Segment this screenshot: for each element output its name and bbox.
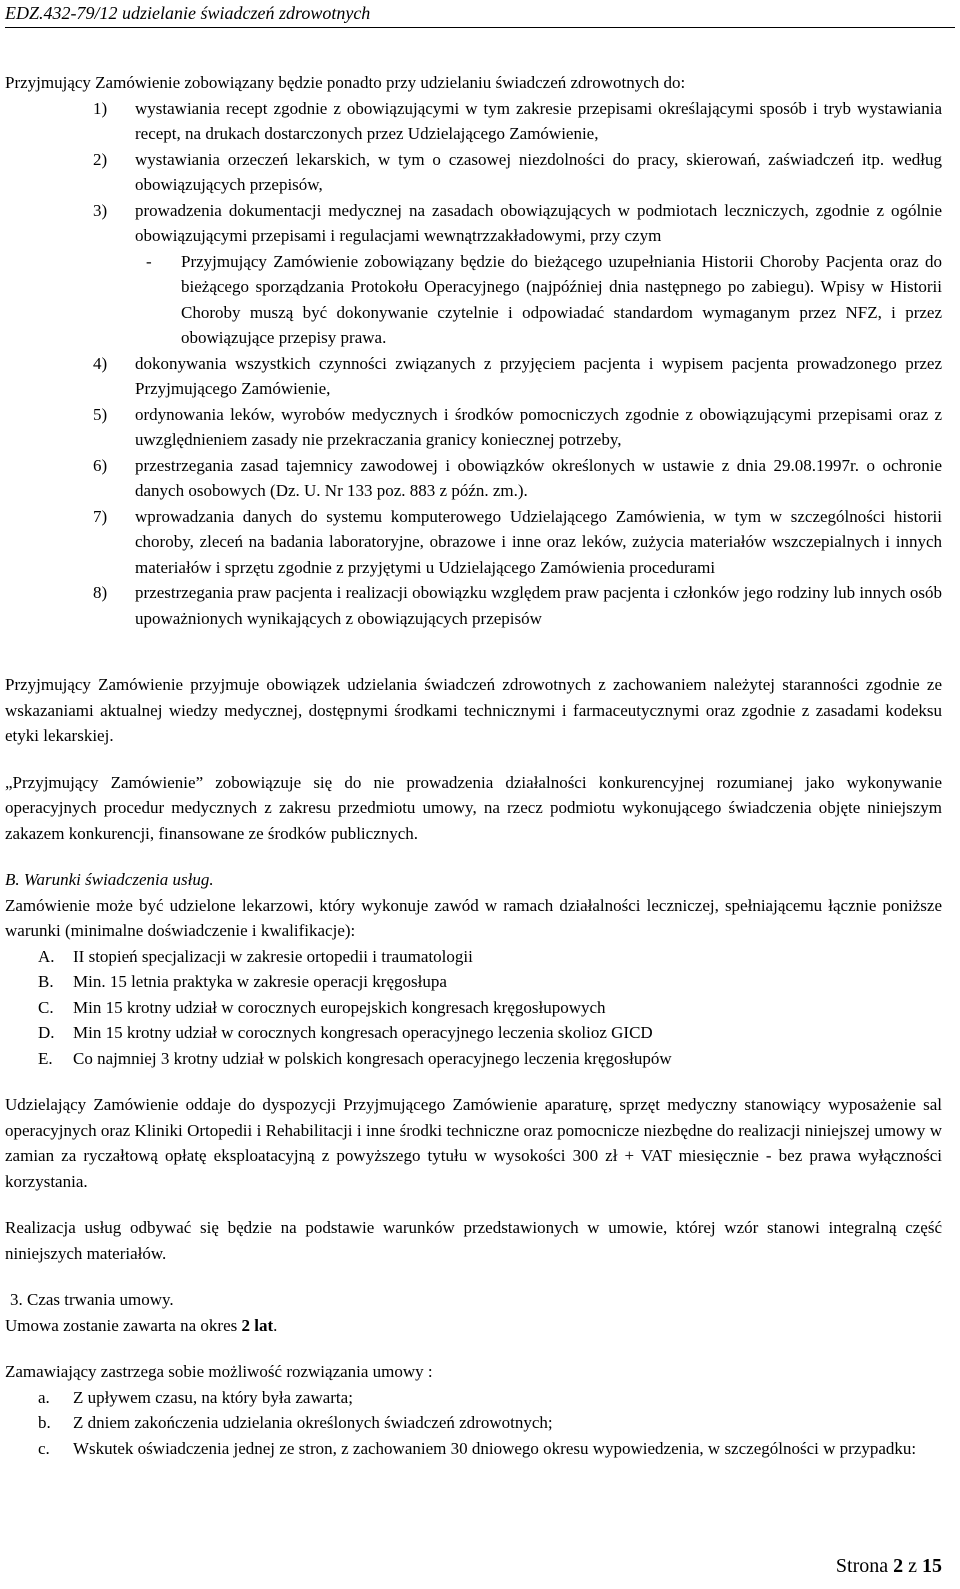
- condition-letter: D.: [38, 1023, 55, 1042]
- footer-label: Strona: [835, 1555, 889, 1577]
- termination-intro: Zamawiający zastrzega sobie możliwość rozwiązania umowy :: [5, 1362, 433, 1381]
- condition-item-b: [5, 969, 942, 995]
- condition-letter: A.: [38, 946, 55, 966]
- termination-text: Wskutek oświadczenia jednej ze stron, z zachowaniem 30 dniowego okresu wypowiedzenia, w szczególności w przypadku:: [73, 1438, 917, 1458]
- footer-separator: z: [908, 1555, 917, 1577]
- duration-end: .: [273, 1315, 278, 1335]
- duty-number: 2): [93, 149, 108, 169]
- realization-paragraph: Realizacja usług odbywać się będzie na podstawie warunków przedstawionych w umowie, której wzór stanowi integralną część niniejszych materiałów.: [5, 1218, 942, 1263]
- termination-item-b: [5, 1410, 942, 1436]
- section-b-intro: Zamówienie może być udzielone lekarzowi, który wykonuje zawód w ramach działalności leczniczej, spełniającemu łącznie poniższe warunki (minimalne doświadczenie i kwalifikacje):: [5, 895, 942, 940]
- termination-item-a: [5, 1385, 942, 1411]
- duty-text: dokonywania wszystkich czynności związanych z przyjęciem pacjenta i wypisem pacjenta prowadzonego przez Przyjmującego Zamówienie,: [135, 353, 942, 398]
- condition-item-c: [5, 995, 942, 1021]
- duty-3-subitem: [5, 249, 942, 351]
- duty-number: 4): [93, 353, 108, 373]
- termination-text: Z upływem czasu, na który była zawarta;: [73, 1387, 353, 1407]
- duty-number: 1): [93, 98, 108, 118]
- duty-number: 5): [93, 404, 108, 424]
- duties-intro: Przyjmujący Zamówienie zobowiązany będzie ponadto przy udzielaniu świadczeń zdrowotnych do:: [5, 73, 686, 92]
- duty-text: prowadzenia dokumentacji medycznej na zasadach obowiązujących w podmiotach leczniczych, zgodnie z ogólnie obowiązującymi przepisami i regulacjami wewnątrzzakładowymi, przy czym: [135, 200, 942, 245]
- duration-value: 2 lat: [241, 1315, 274, 1335]
- duty-text: przestrzegania praw pacjenta i realizacji obowiązku względem praw pacjenta i członków jego rodziny lub innych osób upoważnionych wynikających z obowiązujących przepisów: [135, 583, 942, 628]
- termination-letter: c.: [38, 1438, 50, 1458]
- duty-text: przestrzegania zasad tajemnicy zawodowej i obowiązków określonych w ustawie z dnia 29.08.1997r. o ochronie danych osobowych (Dz. U. Nr 133 poz. 883 z późn. zm.).: [135, 455, 942, 500]
- condition-item-d: [5, 1020, 942, 1046]
- page-header: EDZ.432-79/12 udzielanie świadczeń zdrowotnych: [5, 3, 371, 23]
- contract-duration: [5, 1313, 942, 1339]
- duty-number: 7): [93, 506, 108, 526]
- duty-number: 6): [93, 455, 108, 475]
- duty-item-7: [5, 504, 942, 581]
- duty-item-1: [5, 96, 942, 147]
- sub-dash: -: [146, 251, 152, 271]
- condition-text: II stopień specjalizacji w zakresie ortopedii i traumatologii: [73, 946, 473, 966]
- condition-text: Co najmniej 3 krotny udział w polskich kongresach operacyjnego leczenia kręgosłupów: [73, 1048, 672, 1068]
- duty-item-8: [5, 580, 942, 631]
- footer-page-number: 2: [893, 1555, 904, 1577]
- header-divider: [5, 27, 955, 28]
- footer-total-pages: 15: [922, 1555, 942, 1577]
- condition-letter: C.: [38, 997, 54, 1017]
- condition-item-a: [5, 944, 942, 970]
- duty-item-3: [5, 198, 942, 249]
- duration-text: Umowa zostanie zawarta na okres: [5, 1315, 242, 1335]
- termination-letter: b.: [38, 1413, 51, 1432]
- duty-number: 3): [93, 200, 108, 220]
- condition-letter: B.: [38, 972, 54, 991]
- condition-text: Min 15 krotny udział w corocznych europejskich kongresach kręgosłupowych: [73, 997, 606, 1017]
- duty-text: wystawiania recept zgodnie z obowiązującymi w tym zakresie przepisami określającymi sposób i tryb wystawiania recept, na drukach dostarczonych przez Udzielającego Zamówienie,: [135, 98, 942, 143]
- condition-text: Min. 15 letnia praktyka w zakresie operacji kręgosłupa: [73, 972, 447, 991]
- duty-item-6: [5, 453, 942, 504]
- duty-item-4: [5, 351, 942, 402]
- equipment-paragraph: Udzielający Zamówienie oddaje do dyspozycji Przyjmującego Zamówienie aparaturę, sprzęt medyczny stanowiący wyposażenie sal operacyjnych oraz Kliniki Ortopedii i Rehabilitacji i inne środki techniczne oraz pomocnicze niezbędne do realizacji niniejszej umowy w zamian za ryczałtową opłatę eksploatacyjną z powyższego tytułu w wysokości 300 zł + VAT miesięcznie - bez prawa wyłączności korzystania.: [5, 1095, 942, 1191]
- termination-letter: a.: [38, 1387, 50, 1407]
- duty-item-5: [5, 402, 942, 453]
- condition-item-e: [5, 1046, 942, 1072]
- page-footer: [836, 1555, 942, 1578]
- duty-text: ordynowania leków, wyrobów medycznych i środków pomocniczych zgodnie z obowiązującymi przepisami oraz z uwzględnieniem zasady nie przekraczania granicy koniecznej potrzeby,: [135, 404, 942, 449]
- sub-text: Przyjmujący Zamówienie zobowiązany będzie do bieżącego uzupełniania Historii Choroby Pacjenta oraz do bieżącego sporządzania Protokołu Operacyjnego (najpóźniej dnia następnego po zabiegu). Wpisy w Historii Choroby muszą być dokonywanie czytelnie i odpowiadać standardom wymaganym przez NFZ, i przez obowiązujące przepisy prawa.: [181, 251, 942, 347]
- duty-number: 8): [93, 583, 108, 602]
- termination-text: Z dniem zakończenia udzielania określonych świadczeń zdrowotnych;: [73, 1413, 553, 1432]
- termination-item-c: [5, 1436, 942, 1462]
- competition-paragraph: „Przyjmujący Zamówienie” zobowiązuje się do nie prowadzenia działalności konkurencyjnej rozumianej jako wykonywanie operacyjnych procedur medycznych z zakresu przedmiotu umowy, na rzecz podmiotu wykonującego świadczenia objęte niniejszym zakazem konkurencji, finansowane ze środków publicznych.: [5, 772, 942, 843]
- duty-text: wprowadzania danych do systemu komputerowego Udzielającego Zamówienia, w tym w szczególności historii choroby, zleceń na badania laboratoryjne, obrazowe i inne oraz leków, zużycia materiałów wszczepialnych i innych materiałów i sprzętu zgodnie z przyjętymi u Udzielającego Zamówienia procedurami: [135, 506, 942, 577]
- section-b-title: B. Warunki świadczenia usług.: [5, 870, 214, 889]
- duty-text: wystawiania orzeczeń lekarskich, w tym o czasowej niezdolności do pracy, skierowań, zaświadczeń itp. według obowiązujących przepisów,: [135, 149, 942, 194]
- condition-text: Min 15 krotny udział w corocznych kongresach operacyjnego leczenia skolioz GICD: [73, 1023, 653, 1042]
- duty-item-2: [5, 147, 942, 198]
- care-paragraph: Przyjmujący Zamówienie przyjmuje obowiązek udzielania świadczeń zdrowotnych z zachowaniem należytej staranności zgodnie ze wskazaniami aktualnej wiedzy medycznej, dostępnymi środkami technicznymi i farmaceutycznymi oraz zgodnie z zasadami kodeksu etyki lekarskiej.: [5, 675, 942, 745]
- document-body: [5, 70, 942, 1461]
- condition-letter: E.: [38, 1048, 53, 1068]
- section-3-title: 3. Czas trwania umowy.: [10, 1290, 174, 1309]
